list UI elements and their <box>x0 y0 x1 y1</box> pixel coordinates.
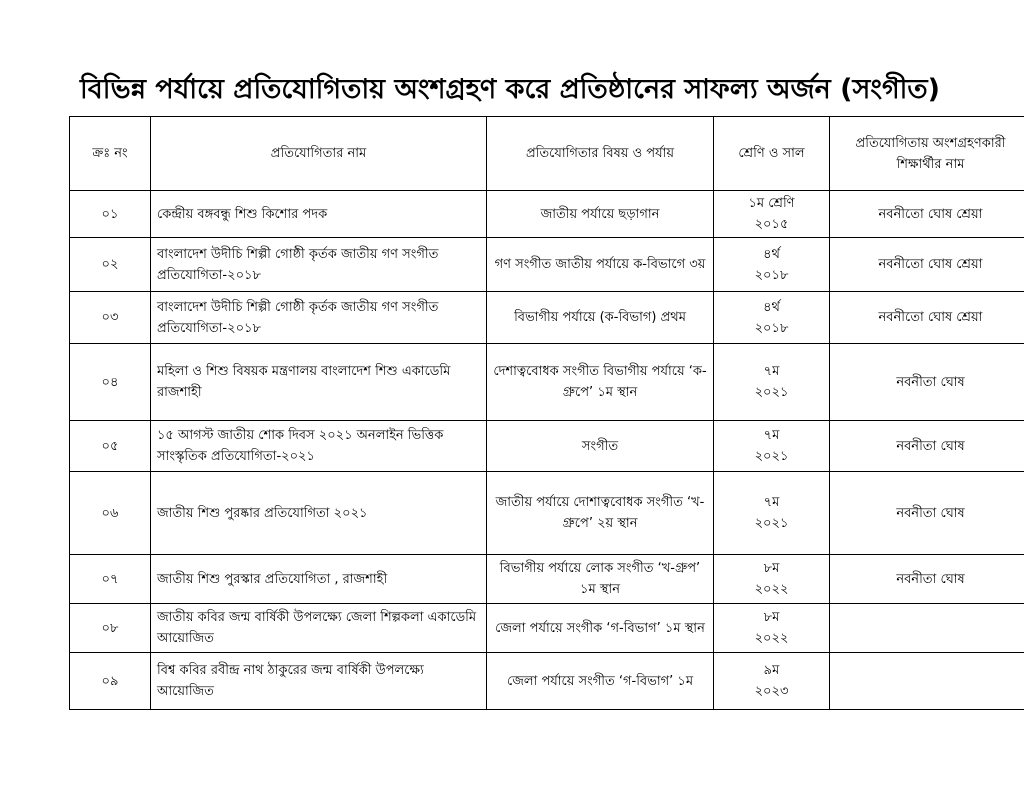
year-label: ২০২২ <box>754 631 789 646</box>
achievements-table <box>69 116 1024 710</box>
class-year-cell <box>714 292 830 344</box>
table-row <box>70 238 1024 292</box>
class-label: ৭ম <box>763 428 780 443</box>
competition-name-cell: কেন্দ্রীয় বঙ্গবন্ধু শিশু কিশোর পদক <box>151 191 487 238</box>
year-label: ২০১৮ <box>754 267 789 283</box>
competition-name-cell: বাংলাদেশ উদীচি শিল্পী গোষ্ঠী কৃর্তক জাতীয় গণ সংগীত প্রতিযোগিতা-২০১৮ <box>151 292 487 344</box>
serial-cell: ০৬ <box>70 472 151 555</box>
class-label: ১ম শ্রেণি <box>748 196 795 211</box>
serial-cell: ০৮ <box>70 604 151 653</box>
class-label: ৭ম <box>763 495 780 510</box>
class-year-cell <box>714 604 830 653</box>
class-label: ৪র্থ <box>763 246 780 262</box>
year-label: ২০২১ <box>754 449 789 464</box>
class-year-cell <box>714 344 830 421</box>
class-year-cell <box>714 472 830 555</box>
year-label: ২০২১ <box>754 516 789 531</box>
competition-name-cell: মহিলা ও শিশু বিষয়ক মন্ত্রণালয় বাংলাদেশ শিশু একাডেমি রাজশাহী <box>151 344 487 421</box>
table-row <box>70 653 1024 710</box>
competition-name-cell: জাতীয় শিশু পুরষ্কার প্রতিযোগিতা ২০২১ <box>151 472 487 555</box>
class-year-cell <box>714 238 830 292</box>
serial-cell: ০১ <box>70 191 151 238</box>
table-row <box>70 421 1024 472</box>
student-name-cell: নবনীতা ঘোষ <box>830 472 1024 555</box>
header-serial: ক্রঃ নং <box>70 117 151 191</box>
header-class-year: শ্রেণি ও সাল <box>714 117 830 191</box>
year-label: ২০১৫ <box>754 217 789 232</box>
class-label: ৪র্থ <box>763 299 780 315</box>
class-label: ৭ম <box>763 364 780 379</box>
serial-cell: ০৯ <box>70 653 151 710</box>
year-label: ২০১৮ <box>754 320 789 336</box>
subject-level-cell: দেশাত্ববোধক সংগীত বিভাগীয় পর্যায়ে ‘ক-গ্রুপে’ ১ম স্থান <box>487 344 714 421</box>
student-name-cell: নবনীতা ঘোষ <box>830 421 1024 472</box>
table-row <box>70 472 1024 555</box>
year-label: ২০২৩ <box>754 684 789 699</box>
header-student-name: প্রতিযোগিতায় অংশগ্রহণকারী শিক্ষার্থীর নাম <box>830 117 1024 191</box>
class-label: ৮ম <box>763 561 780 576</box>
student-name-cell <box>830 604 1024 653</box>
table-row <box>70 292 1024 344</box>
year-label: ২০২১ <box>754 385 789 400</box>
table-row <box>70 555 1024 604</box>
subject-level-cell: জাতীয় পর্যায়ে ছড়াগান <box>487 191 714 238</box>
competition-name-cell: ১৫ আগস্ট জাতীয় শোক দিবস ২০২১ অনলাইন ভিত্তিক সাংস্কৃতিক প্রতিযোগিতা-২০২১ <box>151 421 487 472</box>
serial-cell: ০৫ <box>70 421 151 472</box>
class-label: ৯ম <box>763 663 780 678</box>
class-year-cell <box>714 653 830 710</box>
serial-cell: ০৩ <box>70 292 151 344</box>
table-row <box>70 344 1024 421</box>
class-label: ৮ম <box>763 610 780 625</box>
class-year-cell <box>714 555 830 604</box>
table-header-row <box>70 117 1024 191</box>
year-label: ২০২২ <box>754 582 789 597</box>
student-name-cell: নবনীতো ঘোষ শ্রেয়া <box>830 191 1024 238</box>
class-year-cell <box>714 191 830 238</box>
class-year-cell <box>714 421 830 472</box>
subject-level-cell: বিভাগীয় পর্যায়ে (ক-বিভাগ) প্রথম <box>487 292 714 344</box>
student-name-cell: নবনীতা ঘোষ <box>830 344 1024 421</box>
subject-level-cell: জেলা পর্যায়ে সংগীক ‘গ-বিভাগ’ ১ম স্থান <box>487 604 714 653</box>
subject-level-cell: বিভাগীয় পর্যায়ে লোক সংগীত ‘খ-গ্রুপ’ ১ম স্থান <box>487 555 714 604</box>
competition-name-cell: জাতীয় কবির জন্ম বার্ষিকী উপলক্ষ্যে জেলা শিল্পকলা একাডেমি আয়োজিত <box>151 604 487 653</box>
header-subject-level: প্রতিযোগিতার বিষয় ও পর্যায় <box>487 117 714 191</box>
student-name-cell: নবনীতো ঘোষ শ্রেয়া <box>830 292 1024 344</box>
table-row <box>70 191 1024 238</box>
competition-name-cell: বিশ্ব কবির রবীন্দ্র নাথ ঠাকুরের জন্ম বার্ষিকী উপলক্ষ্যে আয়োজিত <box>151 653 487 710</box>
student-name-cell: নবনীতা ঘোষ <box>830 555 1024 604</box>
subject-level-cell: জেলা পর্যায়ে সংগীত ‘গ-বিভাগ’ ১ম <box>487 653 714 710</box>
subject-level-cell: গণ সংগীত জাতীয় পর্যায়ে ক-বিভাগে ৩য় <box>487 238 714 292</box>
table-row <box>70 604 1024 653</box>
subject-level-cell: জাতীয় পর্যায়ে দোশাত্ববোধক সংগীত ‘খ-গ্রুপে’ ২য় স্থান <box>487 472 714 555</box>
student-name-cell: নবনীতো ঘোষ শ্রেয়া <box>830 238 1024 292</box>
competition-name-cell: বাংলাদেশ উদীচি শিল্পী গোষ্ঠী কৃর্তক জাতীয় গণ সংগীত প্রতিযোগিতা-২০১৮ <box>151 238 487 292</box>
serial-cell: ০৭ <box>70 555 151 604</box>
document-title: বিভিন্ন পর্যায়ে প্রতিযোগিতায় অংশগ্রহণ করে প্রতিষ্ঠানের সাফল্য অর্জন (সংগীত) <box>80 74 940 105</box>
serial-cell: ০৪ <box>70 344 151 421</box>
competition-name-cell: জাতীয় শিশু পুরস্কার প্রতিযোগিতা , রাজশাহী <box>151 555 487 604</box>
student-name-cell <box>830 653 1024 710</box>
subject-level-cell: সংগীত <box>487 421 714 472</box>
header-competition-name: প্রতিযোগিতার নাম <box>151 117 487 191</box>
serial-cell: ০২ <box>70 238 151 292</box>
